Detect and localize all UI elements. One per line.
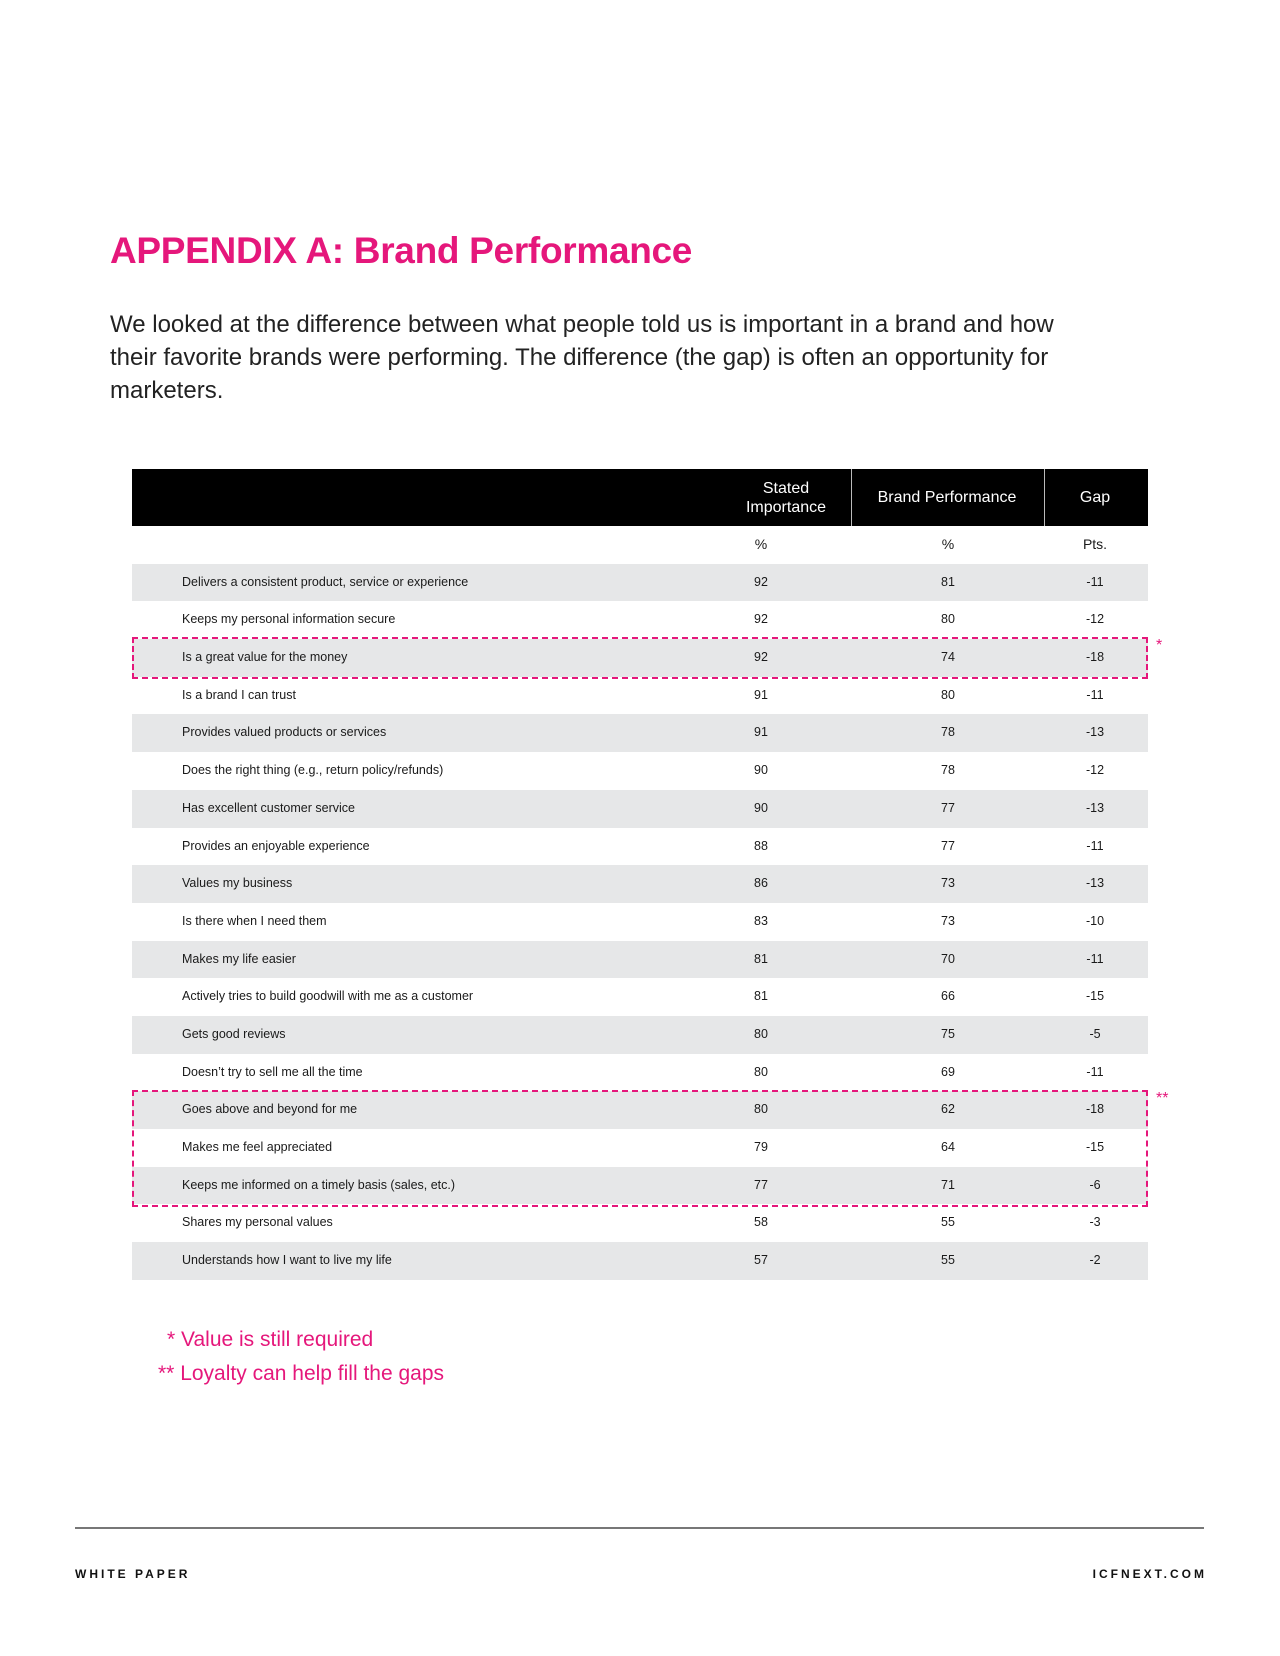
- row-label: Does the right thing (e.g., return policy/refunds): [182, 763, 444, 778]
- gap-value: -11: [1086, 951, 1104, 966]
- page-title: APPENDIX A: Brand Performance: [110, 230, 693, 271]
- brand-performance-value: 81: [941, 574, 955, 589]
- intro-paragraph: We looked at the difference between what people told us is important in a brand and how their favorite brands were performing. The difference (the gap) is often an opportunity for marketers.: [110, 311, 1054, 404]
- footer-right: ICFNEXT.COM: [1092, 1567, 1207, 1581]
- brand-performance-value: 80: [941, 687, 955, 702]
- gap-value: -11: [1086, 574, 1104, 589]
- stated-importance-value: 81: [754, 951, 768, 966]
- row-label: Goes above and beyond for me: [182, 1102, 358, 1117]
- table-row: [132, 601, 1148, 639]
- footnote-text: Loyalty can help fill the gaps: [180, 1362, 445, 1385]
- table-row: [132, 865, 1148, 903]
- gap-value: -13: [1085, 800, 1105, 815]
- unit-importance: %: [754, 536, 768, 552]
- row-label: Is a great value for the money: [182, 650, 348, 665]
- footer-left: WHITE PAPER: [75, 1567, 191, 1581]
- footnote-1: [167, 1328, 373, 1352]
- table-row: [132, 564, 1148, 602]
- table-row: [132, 752, 1148, 790]
- gap-value: -6: [1089, 1177, 1101, 1192]
- row-label: Values my business: [182, 876, 293, 891]
- row-label: Provides an enjoyable experience: [182, 838, 370, 853]
- stated-importance-value: 57: [754, 1253, 768, 1268]
- gap-value: -13: [1085, 725, 1105, 740]
- brand-performance-value: 73: [941, 913, 955, 928]
- gap-value: -10: [1085, 913, 1105, 928]
- stated-importance-value: 91: [754, 725, 768, 740]
- gap-value: -12: [1085, 763, 1105, 778]
- highlight-marker: **: [1156, 1089, 1169, 1107]
- stated-importance-value: 58: [754, 1215, 768, 1230]
- table-row: [132, 677, 1148, 715]
- header-stated-importance: Stated Importance: [745, 479, 827, 516]
- row-label: Makes my life easier: [182, 951, 296, 966]
- stated-importance-value: 80: [754, 1102, 768, 1117]
- brand-performance-value: 78: [941, 725, 955, 740]
- highlight-marker: *: [1156, 637, 1163, 655]
- table-row: [132, 639, 1148, 677]
- footnote-2: [158, 1362, 444, 1386]
- stated-importance-value: 90: [754, 800, 768, 815]
- row-label: Understands how I want to live my life: [182, 1253, 392, 1268]
- row-label: Has excellent customer service: [182, 800, 355, 815]
- gap-value: -11: [1086, 838, 1104, 853]
- table-row: [132, 978, 1148, 1016]
- table-header: [132, 469, 1148, 526]
- column-divider: [851, 469, 852, 526]
- brand-performance-value: 74: [941, 650, 955, 665]
- brand-performance-value: 70: [941, 951, 955, 966]
- table-row: [132, 1091, 1148, 1129]
- stated-importance-value: 79: [754, 1140, 768, 1154]
- stated-importance-value: 77: [754, 1177, 768, 1192]
- stated-importance-value: 92: [754, 574, 768, 589]
- table-row: [132, 828, 1148, 866]
- stated-importance-value: 92: [754, 650, 768, 665]
- header-brand-performance: Brand Performance: [877, 489, 1017, 506]
- gap-value: -11: [1086, 1064, 1104, 1079]
- stated-importance-value: 91: [754, 687, 768, 702]
- footnote-text: Value is still required: [181, 1328, 374, 1351]
- row-label: Is there when I need them: [182, 913, 327, 928]
- table-row: [132, 1167, 1148, 1205]
- brand-performance-value: 55: [941, 1253, 955, 1268]
- table-row: [132, 1054, 1148, 1092]
- row-label: Makes me feel appreciated: [182, 1140, 333, 1154]
- brand-performance-table: [132, 469, 1148, 1280]
- row-label: Doesn’t try to sell me all the time: [182, 1064, 363, 1079]
- gap-value: -15: [1085, 989, 1105, 1004]
- gap-value: -12: [1085, 612, 1105, 627]
- brand-performance-value: 64: [941, 1140, 955, 1154]
- table-row: [132, 1242, 1148, 1280]
- table-row: [132, 903, 1148, 941]
- footnote-marker: *: [167, 1328, 176, 1351]
- stated-importance-value: 86: [754, 876, 768, 891]
- stated-importance-value: 92: [754, 612, 768, 627]
- brand-performance-value: 71: [941, 1177, 955, 1192]
- footer-divider: [75, 1527, 1204, 1529]
- row-label: Is a brand I can trust: [182, 687, 296, 702]
- footnote-marker: **: [158, 1362, 175, 1385]
- unit-gap: Pts.: [1082, 536, 1108, 552]
- table-row: [132, 941, 1148, 979]
- unit-performance: %: [941, 536, 955, 552]
- row-label: Shares my personal values: [182, 1215, 333, 1230]
- brand-performance-value: 75: [941, 1026, 955, 1041]
- gap-value: -15: [1085, 1140, 1105, 1154]
- table-row: [132, 714, 1148, 752]
- brand-performance-value: 62: [941, 1102, 955, 1117]
- row-label: Provides valued products or services: [182, 725, 387, 740]
- brand-performance-value: 77: [941, 838, 955, 853]
- stated-importance-value: 88: [754, 838, 768, 853]
- brand-performance-value: 78: [941, 763, 955, 778]
- row-label: Keeps my personal information secure: [182, 612, 396, 627]
- column-divider: [1044, 469, 1045, 526]
- brand-performance-value: 55: [941, 1215, 955, 1230]
- gap-value: -18: [1085, 1102, 1105, 1117]
- gap-value: -2: [1089, 1253, 1101, 1268]
- brand-performance-value: 69: [941, 1064, 955, 1079]
- header-gap: Gap: [1079, 489, 1111, 506]
- gap-value: -5: [1089, 1026, 1101, 1041]
- units-row: [132, 526, 1148, 564]
- stated-importance-value: 80: [754, 1064, 768, 1079]
- row-label: Gets good reviews: [182, 1026, 286, 1041]
- brand-performance-value: 73: [941, 876, 955, 891]
- stated-importance-value: 83: [754, 913, 768, 928]
- row-label: Delivers a consistent product, service or experience: [182, 574, 469, 589]
- row-label: Actively tries to build goodwill with me as a customer: [182, 989, 474, 1004]
- stated-importance-value: 80: [754, 1026, 768, 1041]
- brand-performance-value: 77: [941, 800, 955, 815]
- stated-importance-value: 81: [754, 989, 768, 1004]
- brand-performance-value: 66: [941, 989, 955, 1004]
- table-row: [132, 790, 1148, 828]
- row-label: Keeps me informed on a timely basis (sales, etc.): [182, 1177, 456, 1192]
- gap-value: -11: [1086, 687, 1104, 702]
- gap-value: -18: [1085, 650, 1105, 665]
- table-row: [132, 1016, 1148, 1054]
- table-row: [132, 1129, 1148, 1167]
- gap-value: -3: [1089, 1215, 1101, 1230]
- brand-performance-value: 80: [941, 612, 955, 627]
- table-row: [132, 1204, 1148, 1242]
- stated-importance-value: 90: [754, 763, 768, 778]
- gap-value: -13: [1085, 876, 1105, 891]
